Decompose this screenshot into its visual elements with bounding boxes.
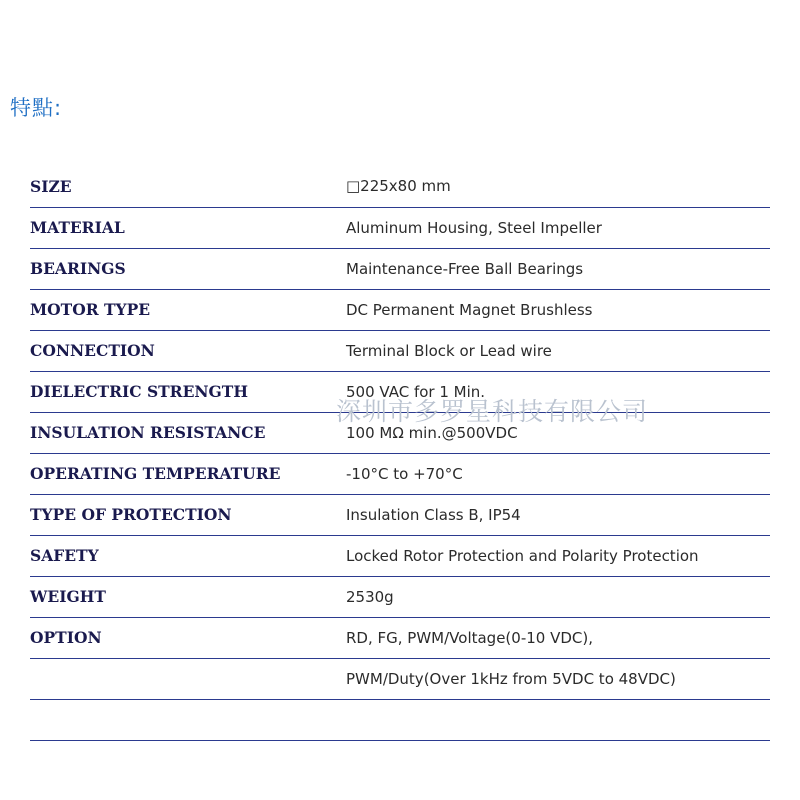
spec-label [30,658,330,699]
spec-value: Aluminum Housing, Steel Impeller [330,207,770,248]
spec-label: DIELECTRIC STRENGTH [30,371,330,412]
spec-value: Insulation Class B, IP54 [330,494,770,535]
spec-value: Maintenance-Free Ball Bearings [330,248,770,289]
table-row [30,412,770,453]
table-row [30,617,770,658]
table-row [30,699,770,740]
spec-value: 500 VAC for 1 Min. [330,371,770,412]
spec-label: MOTOR TYPE [30,289,330,330]
spec-label: TYPE OF PROTECTION [30,494,330,535]
table-row [30,535,770,576]
spec-value: Terminal Block or Lead wire [330,330,770,371]
spec-value: RD, FG, PWM/Voltage(0-10 VDC), [330,617,770,658]
spec-label: INSULATION RESISTANCE [30,412,330,453]
table-row [30,658,770,699]
spec-value: □225x80 mm [330,166,770,207]
spec-value: PWM/Duty(Over 1kHz from 5VDC to 48VDC) [330,658,770,699]
table-row [30,289,770,330]
spec-label: WEIGHT [30,576,330,617]
spec-label: BEARINGS [30,248,330,289]
spec-value: DC Permanent Magnet Brushless [330,289,770,330]
table-row [30,371,770,412]
table-row [30,453,770,494]
spec-label: SAFETY [30,535,330,576]
table-row [30,166,770,207]
page-title: 特點: [10,96,63,120]
spec-label: MATERIAL [30,207,330,248]
watermark: 深圳市多罗星科技有限公司 [336,397,649,426]
spec-value: Locked Rotor Protection and Polarity Protection [330,535,770,576]
spec-label: OPTION [30,617,330,658]
spec-label [30,699,330,740]
table-row [30,330,770,371]
spec-label: OPERATING TEMPERATURE [30,453,330,494]
spec-label: CONNECTION [30,330,330,371]
table-row [30,494,770,535]
table-row [30,248,770,289]
spec-value: -10°C to +70°C [330,453,770,494]
spec-label: SIZE [30,166,330,207]
specifications-table [30,166,770,741]
spec-value: 2530g [330,576,770,617]
spec-value [330,699,770,740]
spec-value: 100 MΩ min.@500VDC [330,412,770,453]
table-row [30,576,770,617]
table-row [30,207,770,248]
